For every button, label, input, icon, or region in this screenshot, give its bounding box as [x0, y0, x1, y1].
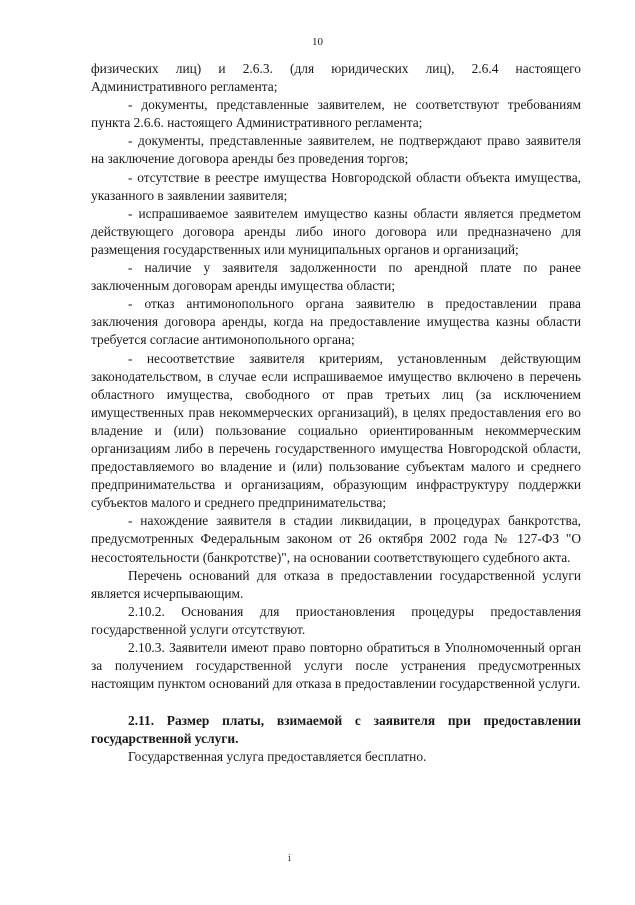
list-item: - документы, представленные заявителем, не подтверждают право заявителя на заключение договора аренды без проведения торгов;: [91, 133, 581, 167]
paragraph: Государственная услуга предоставляется бесплатно.: [128, 749, 427, 765]
page-number: 10: [312, 36, 323, 48]
footer-mark: ⅰ: [288, 853, 291, 863]
section-heading: 2.11. Размер платы, взимаемой с заявителя при предоставлении государственной услуги.: [91, 713, 581, 747]
list-item: - отсутствие в реестре имущества Новгородской области объекта имущества, указанного в заявлении заявителя;: [91, 169, 581, 203]
list-item: - нахождение заявителя в стадии ликвидации, в процедурах банкротства, предусмотренных Федеральным законом от 26 октября 2002 года № 127-ФЗ "О несостоятельности (банкротстве)", на основании соответствующего судебного акта.: [91, 513, 581, 565]
list-item: - документы, представленные заявителем, не соответствуют требованиям пункта 2.6.6. настоящего Административного регламента;: [91, 97, 581, 131]
paragraph-continuation: физических лиц) и 2.6.3. (для юридических лиц), 2.6.4 настоящего Административного регламента;: [91, 61, 581, 95]
paragraph: 2.10.3. Заявители имеют право повторно обратиться в Уполномоченный орган за получением государственной услуги после устранения предусмотренных настоящим пунктом оснований для отказа в предоставлении государственной услуги.: [91, 640, 581, 692]
list-item: - испрашиваемое заявителем имущество казны области является предметом действующего договора аренды либо иного договора или предназначено для размещения государственных или муниципальных органов и организаций;: [91, 205, 581, 257]
paragraph: Перечень оснований для отказа в предоставлении государственной услуги является исчерпывающим.: [91, 567, 581, 601]
document-body: [91, 60, 581, 767]
paragraph: 2.10.2. Основания для приостановления процедуры предоставления государственной услуги отсутствуют.: [91, 603, 581, 637]
list-item: - несоответствие заявителя критериям, установленным действующим законодательством, в случае если испрашиваемое имущество включено в перечень областного имущества, свободного от прав третьих лиц (за исключением имущественных прав некоммерческих организаций), в целях предоставления его во владение и (или) пользование социально ориентированным некоммерческим организациям либо в перечень государственного имущества Новгородской области, предоставляемого во владение и (или) пользование субъектам малого и среднего предпринимательства и организациям, образующим инфраструктуру поддержки субъектов малого и среднего предпринимательства;: [91, 350, 581, 511]
list-item: - наличие у заявителя задолженности по арендной плате по ранее заключенным договорам аренды имущества области;: [91, 260, 581, 294]
list-item: - отказ антимонопольного органа заявителю в предоставлении права заключения договора аренды, когда на предоставление имущества казны области требуется согласие антимонопольного органа;: [91, 296, 581, 348]
